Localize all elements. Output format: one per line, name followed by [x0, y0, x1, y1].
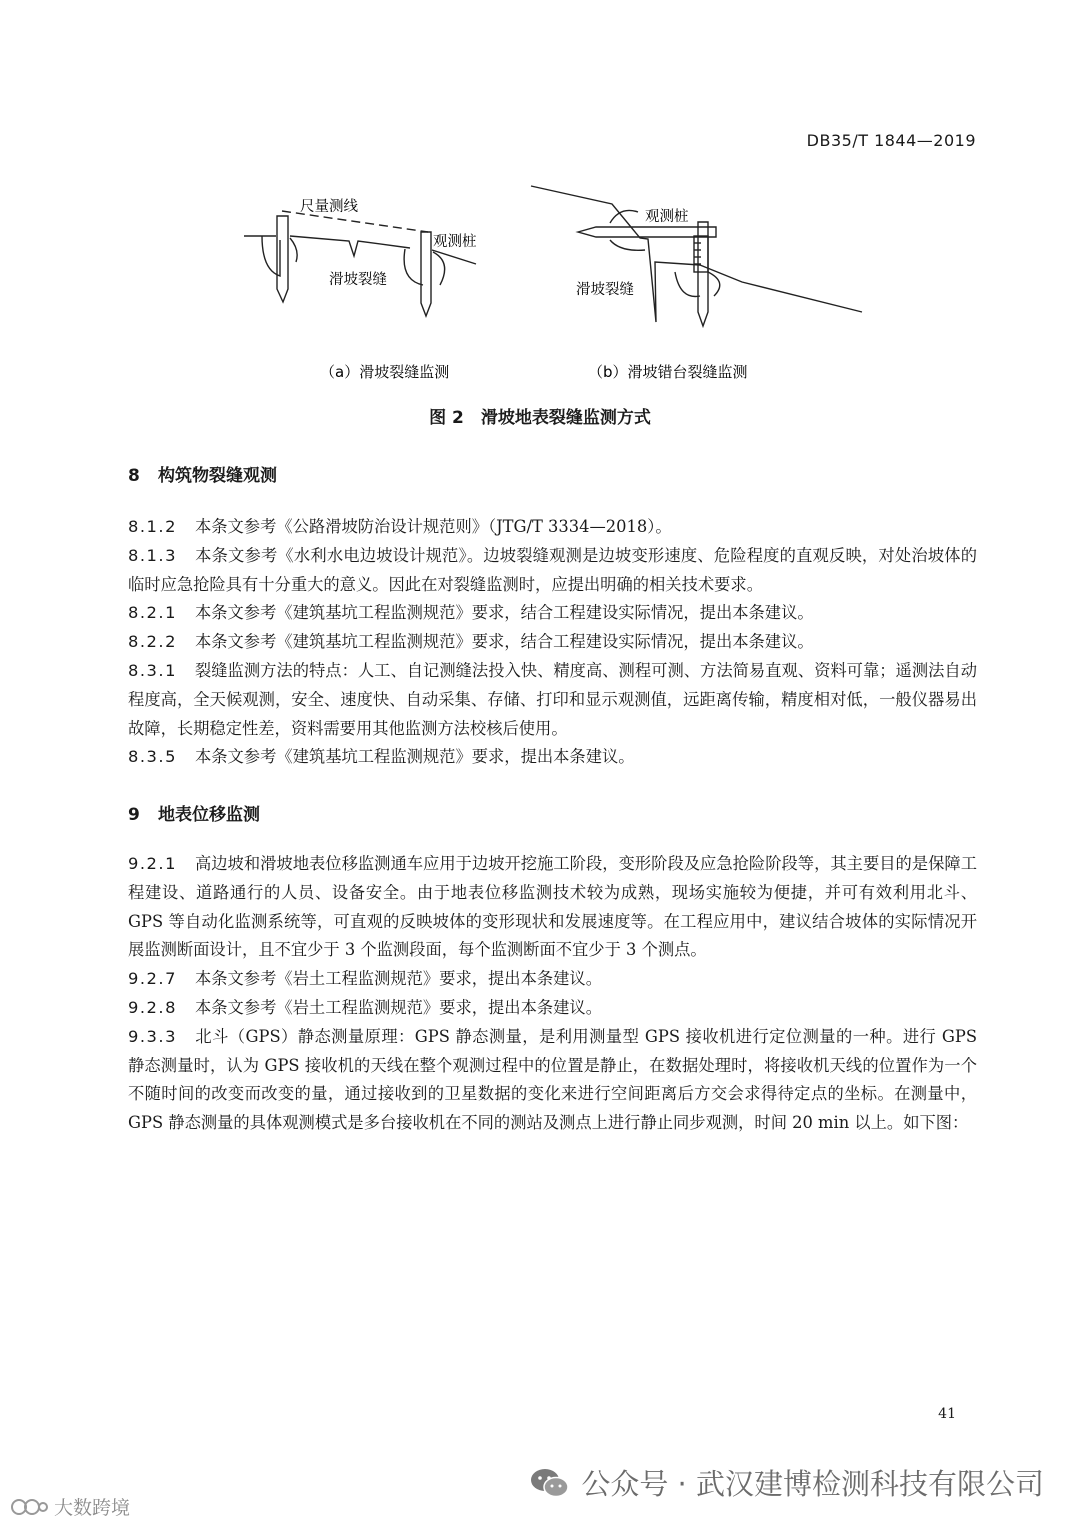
- clause-number: 9.2.1: [128, 854, 177, 873]
- clause-text: 本条文参考《建筑基坑工程监测规范》要求，提出本条建议。: [194, 747, 635, 767]
- right-stake-label: 观测桩: [645, 209, 689, 225]
- corner-logo-text: 大数跨境: [54, 1497, 131, 1519]
- clause-number: 8.3.1: [128, 660, 177, 680]
- mortar-patch-4b: [708, 272, 720, 296]
- wechat-icon: [529, 1466, 571, 1500]
- clause-9-2-8: [128, 994, 977, 1023]
- sublabel-a: （a）滑坡裂缝监测: [320, 363, 450, 381]
- clause-8-1-2: [128, 513, 977, 542]
- clause-8-2-2: [128, 628, 977, 657]
- section-9-heading: [128, 800, 260, 825]
- left-ground-line-3: [432, 250, 476, 264]
- left-stake-1: [277, 216, 288, 302]
- mortar-patch-3: [610, 210, 638, 223]
- sublabel-b: （b）滑坡错台裂缝监测: [588, 363, 748, 381]
- clause-8-3-5: [128, 743, 977, 772]
- clause-text: 本条文参考《公路滑坡防治设计规范则》（JTG/T 3334—2018）。: [194, 517, 672, 536]
- clause-9-3-3: [128, 1023, 977, 1138]
- clause-8-1-3: [128, 542, 977, 600]
- clause-number: 9.3.3: [128, 1026, 177, 1046]
- clause-8-2-1: [128, 599, 977, 628]
- corner-logo-icon: [10, 1496, 50, 1518]
- section-8-body: [128, 513, 977, 772]
- left-diagram: [244, 211, 476, 316]
- clause-text: 本条文参考《水利水电边坡设计规范》。边坡裂缝观测是边坡变形速度、危险程度的直观反映，对处治坡体的临时应急抢险具有十分重大的意义。因此在对裂缝监测时，应提出明确的相关技术要求。: [128, 545, 977, 594]
- clause-text: 本条文参考《建筑基坑工程监测规范》要求，结合工程建设实际情况，提出本条建议。: [194, 603, 814, 623]
- mortar-patch-4: [675, 272, 700, 297]
- clause-9-2-1: [128, 850, 977, 965]
- clause-text: 本条文参考《建筑基坑工程监测规范》要求，结合工程建设实际情况，提出本条建议。: [194, 632, 814, 652]
- mortar-patch-1b: [290, 238, 297, 262]
- clause-8-3-1: [128, 657, 977, 743]
- clause-text: 本条文参考《岩土工程监测规范》要求，提出本条建议。: [194, 969, 602, 989]
- page-number: 41: [938, 1406, 956, 1422]
- clause-text: 北斗（GPS）静态测量原理：GPS 静态测量，是利用测量型 GPS 接收机进行定位测量的一种。进行 GPS 静态测量时，认为 GPS 接收机的天线在整个观测过程中的位置是静止，在数据处理时，将接收机天线的位置作为一个不随时间的改变而改变的量，通过接收到的卫星数据的变化来进行空间距离后方交会求得待定点的坐标。在测量中，GPS 静态测量的具体观测模式是多台接收机在不同的测站及测点上进行静止同步观测，时间 20 min 以上。如下图：: [128, 1026, 977, 1133]
- section-9-body: [128, 850, 977, 1138]
- mortar-patch-2b: [433, 252, 445, 285]
- section-8-number: 8: [128, 466, 140, 486]
- scale-ruler: [694, 236, 708, 272]
- right-diagram: [531, 186, 862, 326]
- mortar-patch-3b: [610, 240, 645, 250]
- left-crack-label: 滑坡裂缝: [329, 272, 387, 288]
- upper-slope-line: [531, 186, 700, 322]
- clause-9-2-7: [128, 965, 977, 994]
- clause-number: 8.1.3: [128, 545, 177, 565]
- section-8-heading: [128, 461, 277, 486]
- section-9-title: 地表位移监测: [158, 805, 260, 825]
- left-stake-label: 观测桩: [433, 234, 477, 250]
- corner-logo: [10, 1493, 130, 1520]
- footer-brand: [529, 1462, 1044, 1503]
- figure-crack-monitoring: [0, 0, 1080, 400]
- lower-slope-line: [700, 265, 862, 312]
- measuring-line-label: 尺量测线: [300, 199, 358, 215]
- figure-caption: 图 2 滑坡地表裂缝监测方式: [429, 408, 651, 428]
- clause-number: 9.2.7: [128, 969, 177, 989]
- clause-number: 8.2.2: [128, 632, 177, 652]
- footer-brand-text: 公众号 · 武汉建博检测科技有限公司: [581, 1467, 1044, 1501]
- right-crack-label: 滑坡裂缝: [576, 282, 634, 298]
- section-9-number: 9: [128, 805, 140, 825]
- clause-number: 9.2.8: [128, 997, 177, 1017]
- left-ground-line-2: [290, 236, 410, 256]
- clause-number: 8.3.5: [128, 747, 177, 767]
- clause-number: 8.2.1: [128, 603, 177, 623]
- clause-text: 本条文参考《岩土工程监测规范》要求，提出本条建议。: [194, 997, 602, 1017]
- left-stake-2: [421, 232, 431, 316]
- clause-text: 裂缝监测方法的特点：人工、自记测缝法投入快、精度高、测程可测、方法简易直观、资料可靠；遥测法自动程度高，全天候观测，安全、速度快、自动采集、存储、打印和显示观测值，远距离传输，精度相对低，一般仪器易出故障，长期稳定性差，资料需要用其他监测方法校核后使用。: [128, 660, 977, 738]
- mortar-patch-2: [404, 249, 423, 285]
- section-8-title: 构筑物裂缝观测: [158, 466, 277, 486]
- document-code: DB35/T 1844—2019: [806, 131, 976, 150]
- clause-number: 8.1.2: [128, 517, 177, 536]
- clause-text: 高边坡和滑坡地表位移监测通车应用于边坡开挖施工阶段，变形阶段及应急抢险阶段等，其主要目的是保障工程建设、道路通行的人员、设备安全。由于地表位移监测技术较为成熟，现场实施较为便捷，并可有效利用北斗、GPS 等自动化监测系统等，可直观的反映坡体的变形现状和发展速度等。在工程应用中，建议结合坡体的实际情况开展监测断面设计，且不宜少于 3 个监测段面，每个监测断面不宜少于 3 个测点。: [128, 854, 977, 960]
